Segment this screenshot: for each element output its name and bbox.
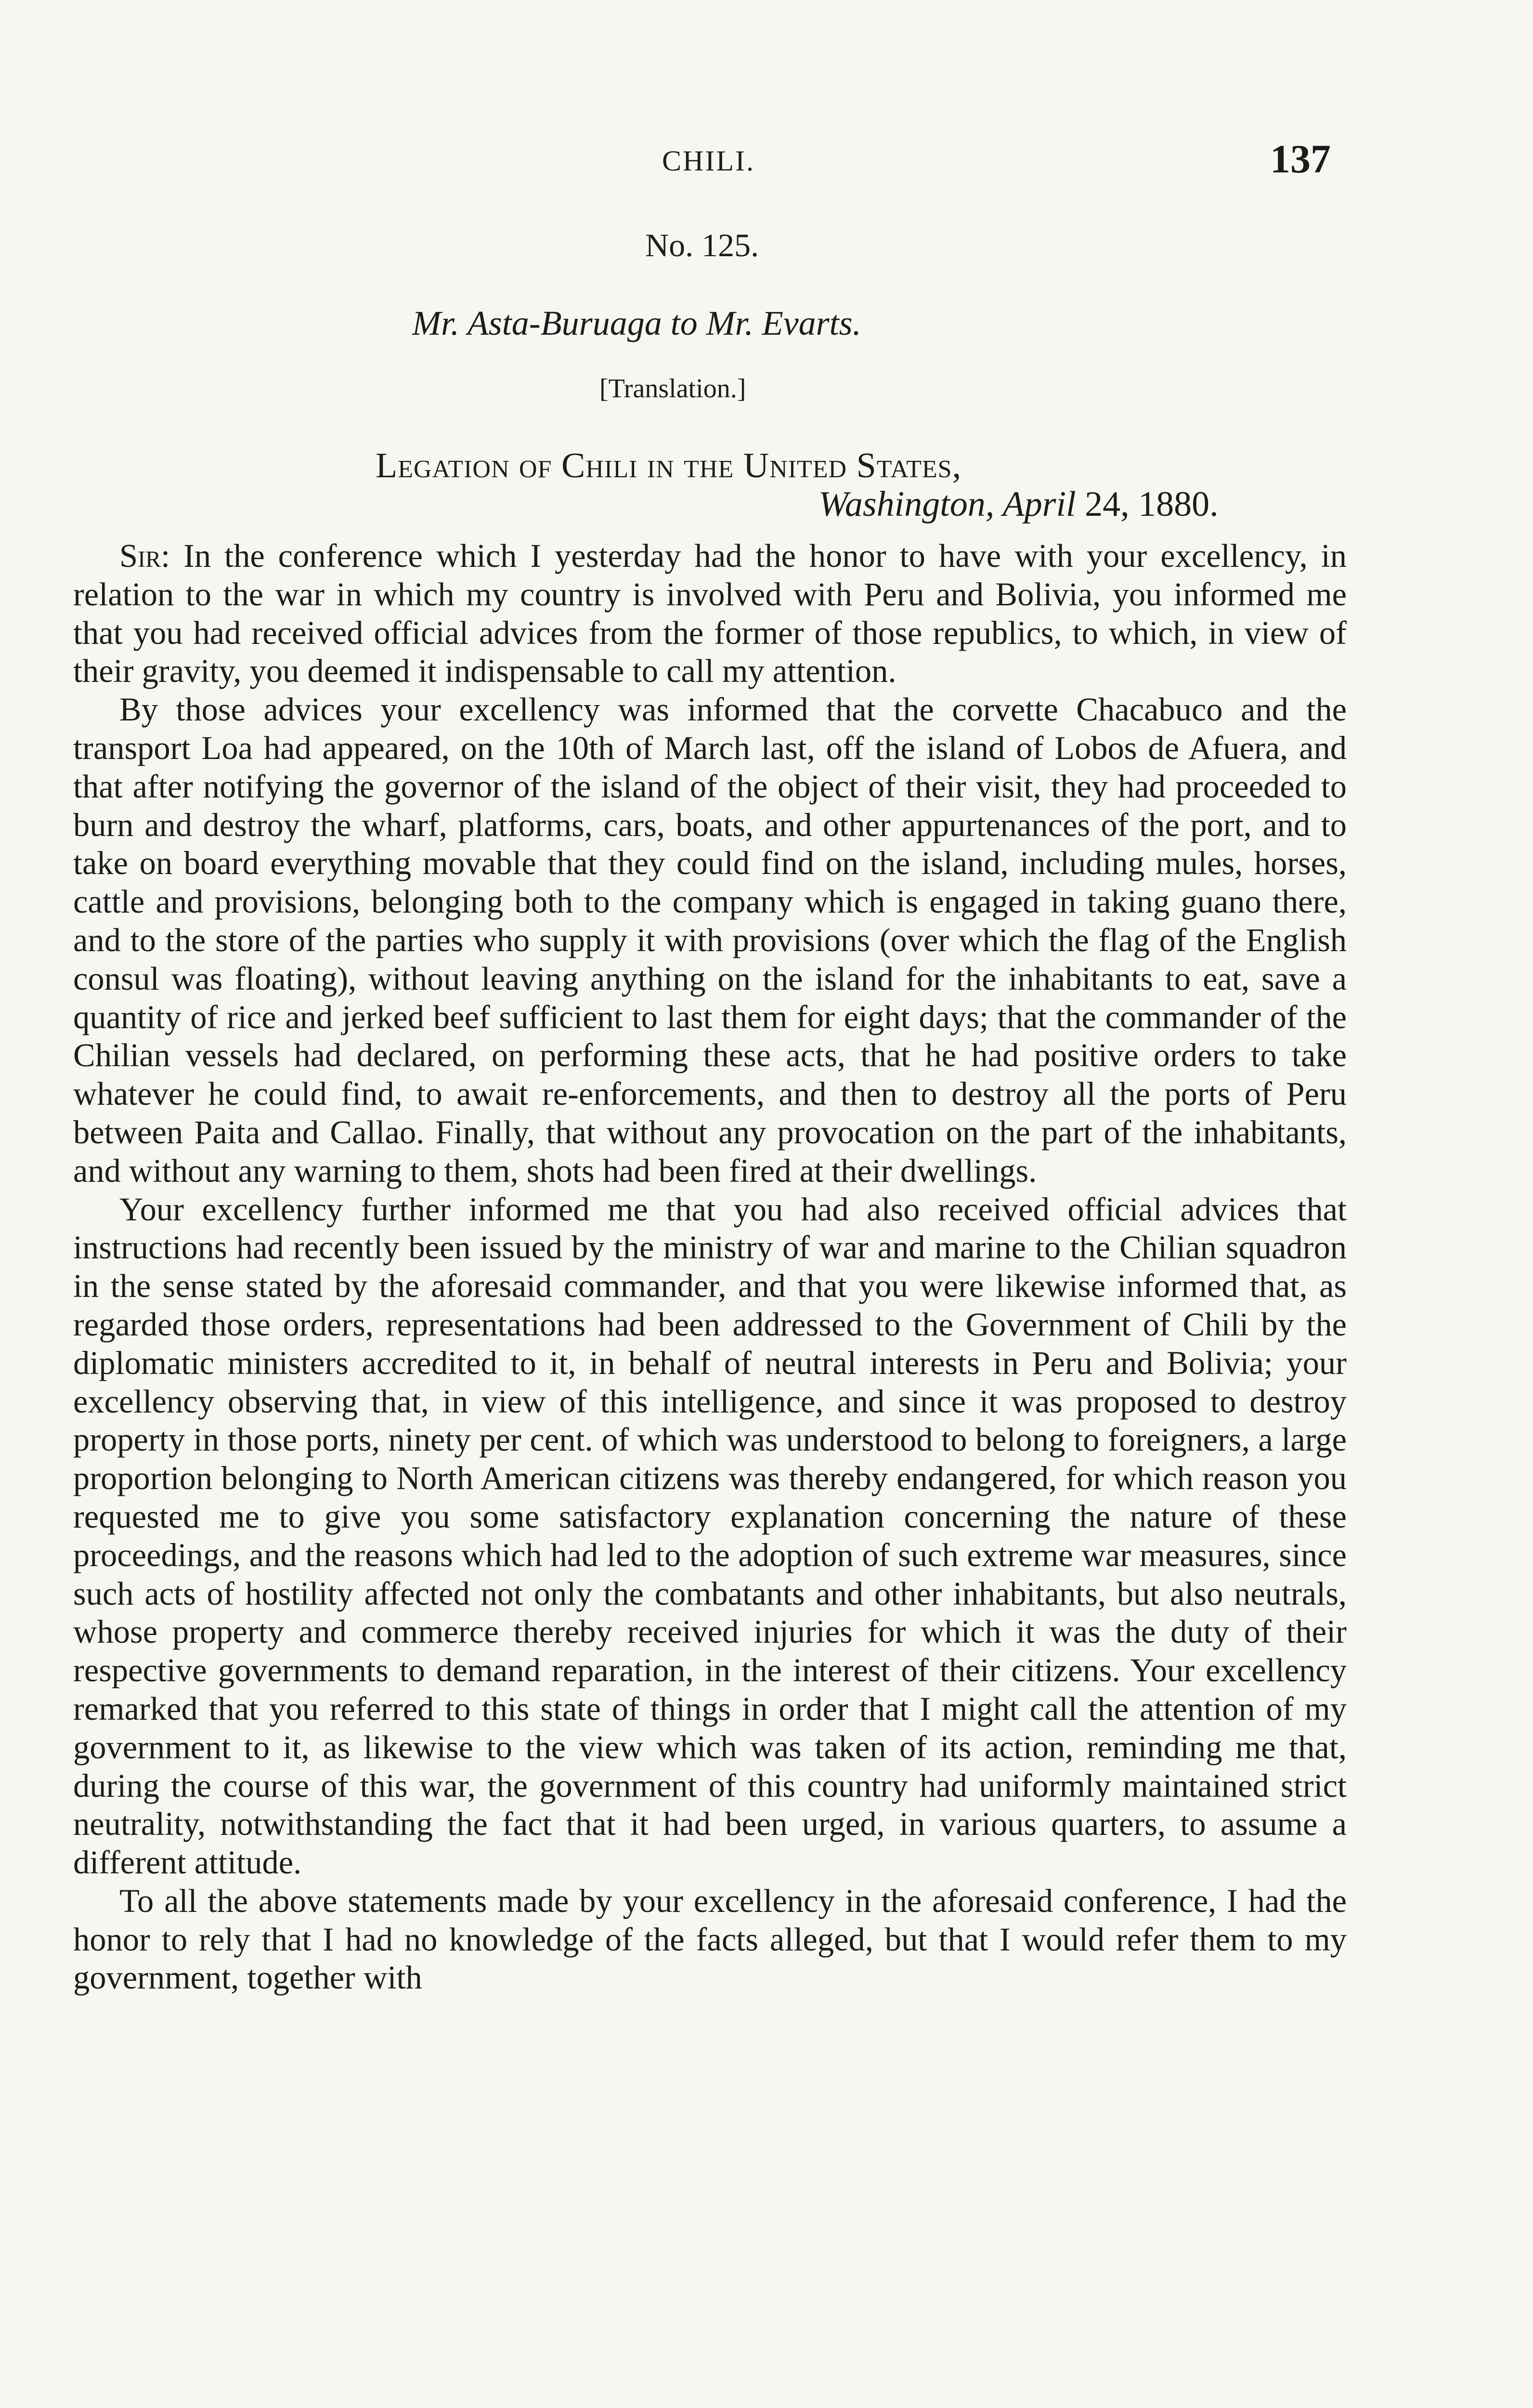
dateline: [818, 484, 1219, 525]
paragraph-2: By those advices your excellency was informed that the corvette Chacabuco and the transport Loa had appeared, on the 10th of March last, off the island of Lobos de Afuera, and that after notifying the governor of the island of the object of their visit, they had proceeded to burn and destroy the wharf, platforms, cars, boats, and other appurtenances of the port, and to take on board everything movable that they could find on the island, including mules, horses, cattle and provisions, belonging both to the company which is engaged in taking guano there, and to the store of the parties who supply it with provisions (over which the flag of the English consul was floating), without leaving anything on the island for the inhabitants to eat, save a quantity of rice and jerked beef sufficient to last them for eight days; that the commander of the Chilian vessels had declared, on performing these acts, that he had positive orders to take whatever he could find, to await re-enforcements, and then to destroy all the ports of Peru between Paita and Callao. Finally, that without any provocation on the part of the inhabitants, and without any warning to them, shots had been fired at their dwellings.: [73, 691, 1347, 1189]
salutation: Sir: [119, 537, 161, 574]
document-title: Mr. Asta-Buruaga to Mr. Evarts.: [412, 304, 861, 342]
dateline-place: Washington,: [818, 484, 995, 524]
paragraph-4: To all the above statements made by your excellency in the aforesaid conference, I had the honor to rely that I had no knowledge of the facts alleged, but that I would refer them to my government, together with: [73, 1882, 1347, 1996]
running-head: CHILI.: [662, 145, 755, 177]
paragraph-1-text: : In the conference which I yesterday had the honor to have with your excellency, in relation to the war in which my country is involved with Peru and Bolivia, you informed me that you had received official advices from the former of those republics, to which, in view of their gravity, you deemed it indispensable to call my attention.: [73, 537, 1347, 690]
document-number: No. 125.: [645, 227, 759, 263]
legation-heading: Legation of Chili in the United States,: [376, 446, 962, 485]
paragraph-1: [73, 537, 1347, 691]
dateline-date: 24, 1880.: [1085, 484, 1219, 524]
letter-body: [73, 537, 1347, 1997]
translation-note: [Translation.]: [599, 374, 746, 404]
page-number: 137: [1270, 137, 1331, 182]
paragraph-3: Your excellency further informed me that you had also received official advices that instructions had recently been issued by the ministry of war and marine to the Chilian squadron in the sense stated by the aforesaid commander, and that you were likewise informed that, as regarded those orders, representations had been addressed to the Government of Chili by the diplomatic ministers accredited to it, in behalf of neutral interests in Peru and Bolivia; your excellency observing that, in view of this intelligence, and since it was proposed to destroy property in those ports, ninety per cent. of which was understood to belong to foreigners, a large proportion belonging to North American citizens was thereby endangered, for which reason you requested me to give you some satisfactory explanation concerning the nature of these proceedings, and the reasons which had led to the adoption of such extreme war measures, since such acts of hostility affected not only the combatants and other inhabitants, but also neutrals, whose property and commerce thereby received injuries for which it was the duty of their respective governments to demand reparation, in the interest of their citizens. Your excellency remarked that you referred to this state of things in order that I might call the attention of my government to it, as likewise to the view which was taken of its action, reminding me that, during the course of this war, the government of this country had uniformly maintained strict neutrality, notwithstanding the fact that it had been urged, in various quarters, to assume a different attitude.: [73, 1191, 1347, 1881]
dateline-month: April: [1002, 484, 1076, 524]
